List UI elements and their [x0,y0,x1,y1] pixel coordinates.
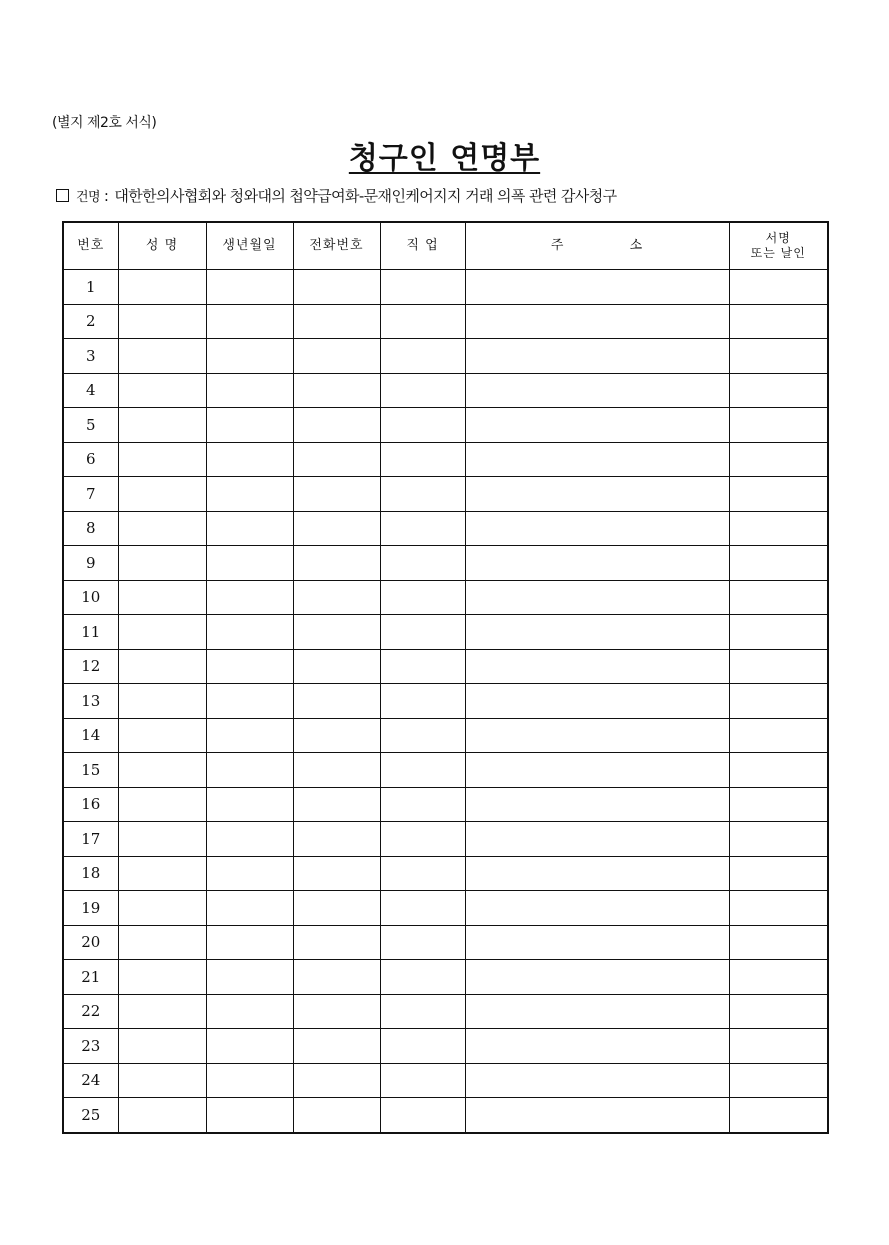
phone-cell[interactable] [293,373,380,408]
row-number: 16 [63,787,118,822]
birthdate-cell[interactable] [206,960,293,995]
address-cell[interactable] [465,546,729,581]
signature-cell[interactable] [729,1029,828,1064]
table-row [63,477,828,512]
occupation-cell[interactable] [380,339,465,374]
birthdate-cell[interactable] [206,787,293,822]
address-cell[interactable] [465,339,729,374]
name-cell[interactable] [118,511,206,546]
birthdate-cell[interactable] [206,580,293,615]
signature-cell[interactable] [729,270,828,305]
name-cell[interactable] [118,994,206,1029]
address-cell[interactable] [465,373,729,408]
name-cell[interactable] [118,304,206,339]
address-cell[interactable] [465,1029,729,1064]
header-signature-line1: 서명 [765,231,791,245]
table-row [63,615,828,650]
birthdate-cell[interactable] [206,1098,293,1133]
birthdate-cell[interactable] [206,477,293,512]
signature-cell[interactable] [729,718,828,753]
birthdate-cell[interactable] [206,718,293,753]
phone-cell[interactable] [293,684,380,719]
name-cell[interactable] [118,1063,206,1098]
address-cell[interactable] [465,1063,729,1098]
address-cell[interactable] [465,615,729,650]
name-cell[interactable] [118,822,206,857]
phone-cell[interactable] [293,891,380,926]
birthdate-cell[interactable] [206,270,293,305]
header-occupation: 직 업 [380,222,465,270]
table-row [63,339,828,374]
phone-cell[interactable] [293,442,380,477]
name-cell[interactable] [118,856,206,891]
subject-text: 대한한의사협회와 청와대의 첩약급여화-문재인케어지지 거래 의폭 관련 감사청구 [114,187,617,205]
occupation-cell[interactable] [380,580,465,615]
document-title-text: 청구인 연명부 [348,141,541,176]
table-row [63,891,828,926]
subject-label: 건명 [76,190,100,205]
subject-line [56,185,616,206]
occupation-cell[interactable] [380,753,465,788]
birthdate-cell[interactable] [206,684,293,719]
birthdate-cell[interactable] [206,753,293,788]
row-number: 23 [63,1029,118,1064]
name-cell[interactable] [118,615,206,650]
header-phone: 전화번호 [293,222,380,270]
phone-cell[interactable] [293,822,380,857]
table-row [63,270,828,305]
phone-cell[interactable] [293,477,380,512]
address-cell[interactable] [465,753,729,788]
occupation-cell[interactable] [380,960,465,995]
row-number: 20 [63,925,118,960]
table-row [63,408,828,443]
row-number: 12 [63,649,118,684]
row-number: 13 [63,684,118,719]
signature-cell[interactable] [729,960,828,995]
table-row [63,373,828,408]
occupation-cell[interactable] [380,304,465,339]
phone-cell[interactable] [293,925,380,960]
signature-cell[interactable] [729,822,828,857]
occupation-cell[interactable] [380,822,465,857]
row-number: 6 [63,442,118,477]
header-signature [729,222,828,270]
address-cell[interactable] [465,304,729,339]
phone-cell[interactable] [293,1029,380,1064]
signature-cell[interactable] [729,580,828,615]
signature-cell[interactable] [729,684,828,719]
address-cell[interactable] [465,891,729,926]
row-number: 10 [63,580,118,615]
row-number: 22 [63,994,118,1029]
birthdate-cell[interactable] [206,339,293,374]
occupation-cell[interactable] [380,1063,465,1098]
birthdate-cell[interactable] [206,994,293,1029]
table-row [63,580,828,615]
name-cell[interactable] [118,649,206,684]
table-row [63,546,828,581]
header-name: 성 명 [118,222,206,270]
phone-cell[interactable] [293,339,380,374]
document-title [0,133,889,177]
row-number: 1 [63,270,118,305]
occupation-cell[interactable] [380,408,465,443]
address-cell[interactable] [465,477,729,512]
name-cell[interactable] [118,408,206,443]
row-number: 5 [63,408,118,443]
address-cell[interactable] [465,580,729,615]
table-row [63,822,828,857]
address-cell[interactable] [465,718,729,753]
phone-cell[interactable] [293,856,380,891]
address-cell[interactable] [465,408,729,443]
signature-cell[interactable] [729,339,828,374]
occupation-cell[interactable] [380,787,465,822]
table-row [63,442,828,477]
name-cell[interactable] [118,477,206,512]
signature-cell[interactable] [729,546,828,581]
phone-cell[interactable] [293,546,380,581]
table-row [63,649,828,684]
name-cell[interactable] [118,787,206,822]
birthdate-cell[interactable] [206,891,293,926]
phone-cell[interactable] [293,753,380,788]
occupation-cell[interactable] [380,994,465,1029]
signature-cell[interactable] [729,649,828,684]
table-row [63,718,828,753]
petitioner-roster-table [62,221,829,1134]
table-row [63,1029,828,1064]
name-cell[interactable] [118,373,206,408]
table-row [63,753,828,788]
signature-cell[interactable] [729,511,828,546]
occupation-cell[interactable] [380,684,465,719]
birthdate-cell[interactable] [206,442,293,477]
phone-cell[interactable] [293,649,380,684]
table-header-row [63,222,828,270]
table-row [63,1098,828,1133]
signature-cell[interactable] [729,442,828,477]
name-cell[interactable] [118,1029,206,1064]
signature-cell[interactable] [729,615,828,650]
name-cell[interactable] [118,580,206,615]
phone-cell[interactable] [293,408,380,443]
birthdate-cell[interactable] [206,925,293,960]
birthdate-cell[interactable] [206,408,293,443]
phone-cell[interactable] [293,1063,380,1098]
address-cell[interactable] [465,787,729,822]
phone-cell[interactable] [293,615,380,650]
form-number-label: (별지 제2호 서식) [52,115,157,131]
phone-cell[interactable] [293,270,380,305]
birthdate-cell[interactable] [206,822,293,857]
occupation-cell[interactable] [380,1098,465,1133]
occupation-cell[interactable] [380,856,465,891]
row-number: 3 [63,339,118,374]
row-number: 18 [63,856,118,891]
table-row [63,925,828,960]
signature-cell[interactable] [729,891,828,926]
name-cell[interactable] [118,960,206,995]
table-row [63,1063,828,1098]
phone-cell[interactable] [293,994,380,1029]
header-number: 번호 [63,222,118,270]
row-number: 8 [63,511,118,546]
signature-cell[interactable] [729,304,828,339]
table-row [63,304,828,339]
address-cell[interactable] [465,684,729,719]
name-cell[interactable] [118,1098,206,1133]
phone-cell[interactable] [293,304,380,339]
occupation-cell[interactable] [380,270,465,305]
phone-cell[interactable] [293,511,380,546]
occupation-cell[interactable] [380,649,465,684]
signature-cell[interactable] [729,753,828,788]
birthdate-cell[interactable] [206,546,293,581]
occupation-cell[interactable] [380,511,465,546]
header-signature-line2: 또는 날인 [750,246,806,260]
subject-colon: : [103,186,109,205]
address-cell[interactable] [465,649,729,684]
table-row [63,511,828,546]
header-address: 주 소 [465,222,729,270]
name-cell[interactable] [118,753,206,788]
phone-cell[interactable] [293,1098,380,1133]
name-cell[interactable] [118,546,206,581]
table-body [63,270,828,1133]
occupation-cell[interactable] [380,1029,465,1064]
address-cell[interactable] [465,822,729,857]
row-number: 9 [63,546,118,581]
occupation-cell[interactable] [380,546,465,581]
header-birthdate: 생년월일 [206,222,293,270]
address-cell[interactable] [465,994,729,1029]
phone-cell[interactable] [293,718,380,753]
birthdate-cell[interactable] [206,1063,293,1098]
birthdate-cell[interactable] [206,511,293,546]
row-number: 25 [63,1098,118,1133]
row-number: 19 [63,891,118,926]
table-row [63,684,828,719]
occupation-cell[interactable] [380,373,465,408]
address-cell[interactable] [465,1098,729,1133]
address-cell[interactable] [465,511,729,546]
birthdate-cell[interactable] [206,1029,293,1064]
occupation-cell[interactable] [380,891,465,926]
signature-cell[interactable] [729,373,828,408]
name-cell[interactable] [118,684,206,719]
signature-cell[interactable] [729,856,828,891]
row-number: 24 [63,1063,118,1098]
address-cell[interactable] [465,442,729,477]
signature-cell[interactable] [729,787,828,822]
row-number: 11 [63,615,118,650]
checkbox-icon [56,189,69,202]
address-cell[interactable] [465,960,729,995]
birthdate-cell[interactable] [206,304,293,339]
phone-cell[interactable] [293,960,380,995]
name-cell[interactable] [118,891,206,926]
name-cell[interactable] [118,925,206,960]
table-row [63,994,828,1029]
signature-cell[interactable] [729,1063,828,1098]
address-cell[interactable] [465,856,729,891]
birthdate-cell[interactable] [206,856,293,891]
signature-cell[interactable] [729,477,828,512]
signature-cell[interactable] [729,925,828,960]
name-cell[interactable] [118,270,206,305]
phone-cell[interactable] [293,580,380,615]
occupation-cell[interactable] [380,615,465,650]
birthdate-cell[interactable] [206,649,293,684]
name-cell[interactable] [118,442,206,477]
address-cell[interactable] [465,270,729,305]
occupation-cell[interactable] [380,442,465,477]
table-row [63,856,828,891]
table-row [63,787,828,822]
occupation-cell[interactable] [380,925,465,960]
occupation-cell[interactable] [380,718,465,753]
row-number: 4 [63,373,118,408]
address-cell[interactable] [465,925,729,960]
signature-cell[interactable] [729,994,828,1029]
name-cell[interactable] [118,718,206,753]
signature-cell[interactable] [729,1098,828,1133]
table-row [63,960,828,995]
occupation-cell[interactable] [380,477,465,512]
row-number: 14 [63,718,118,753]
row-number: 21 [63,960,118,995]
row-number: 15 [63,753,118,788]
row-number: 7 [63,477,118,512]
row-number: 17 [63,822,118,857]
birthdate-cell[interactable] [206,373,293,408]
birthdate-cell[interactable] [206,615,293,650]
row-number: 2 [63,304,118,339]
signature-cell[interactable] [729,408,828,443]
name-cell[interactable] [118,339,206,374]
phone-cell[interactable] [293,787,380,822]
